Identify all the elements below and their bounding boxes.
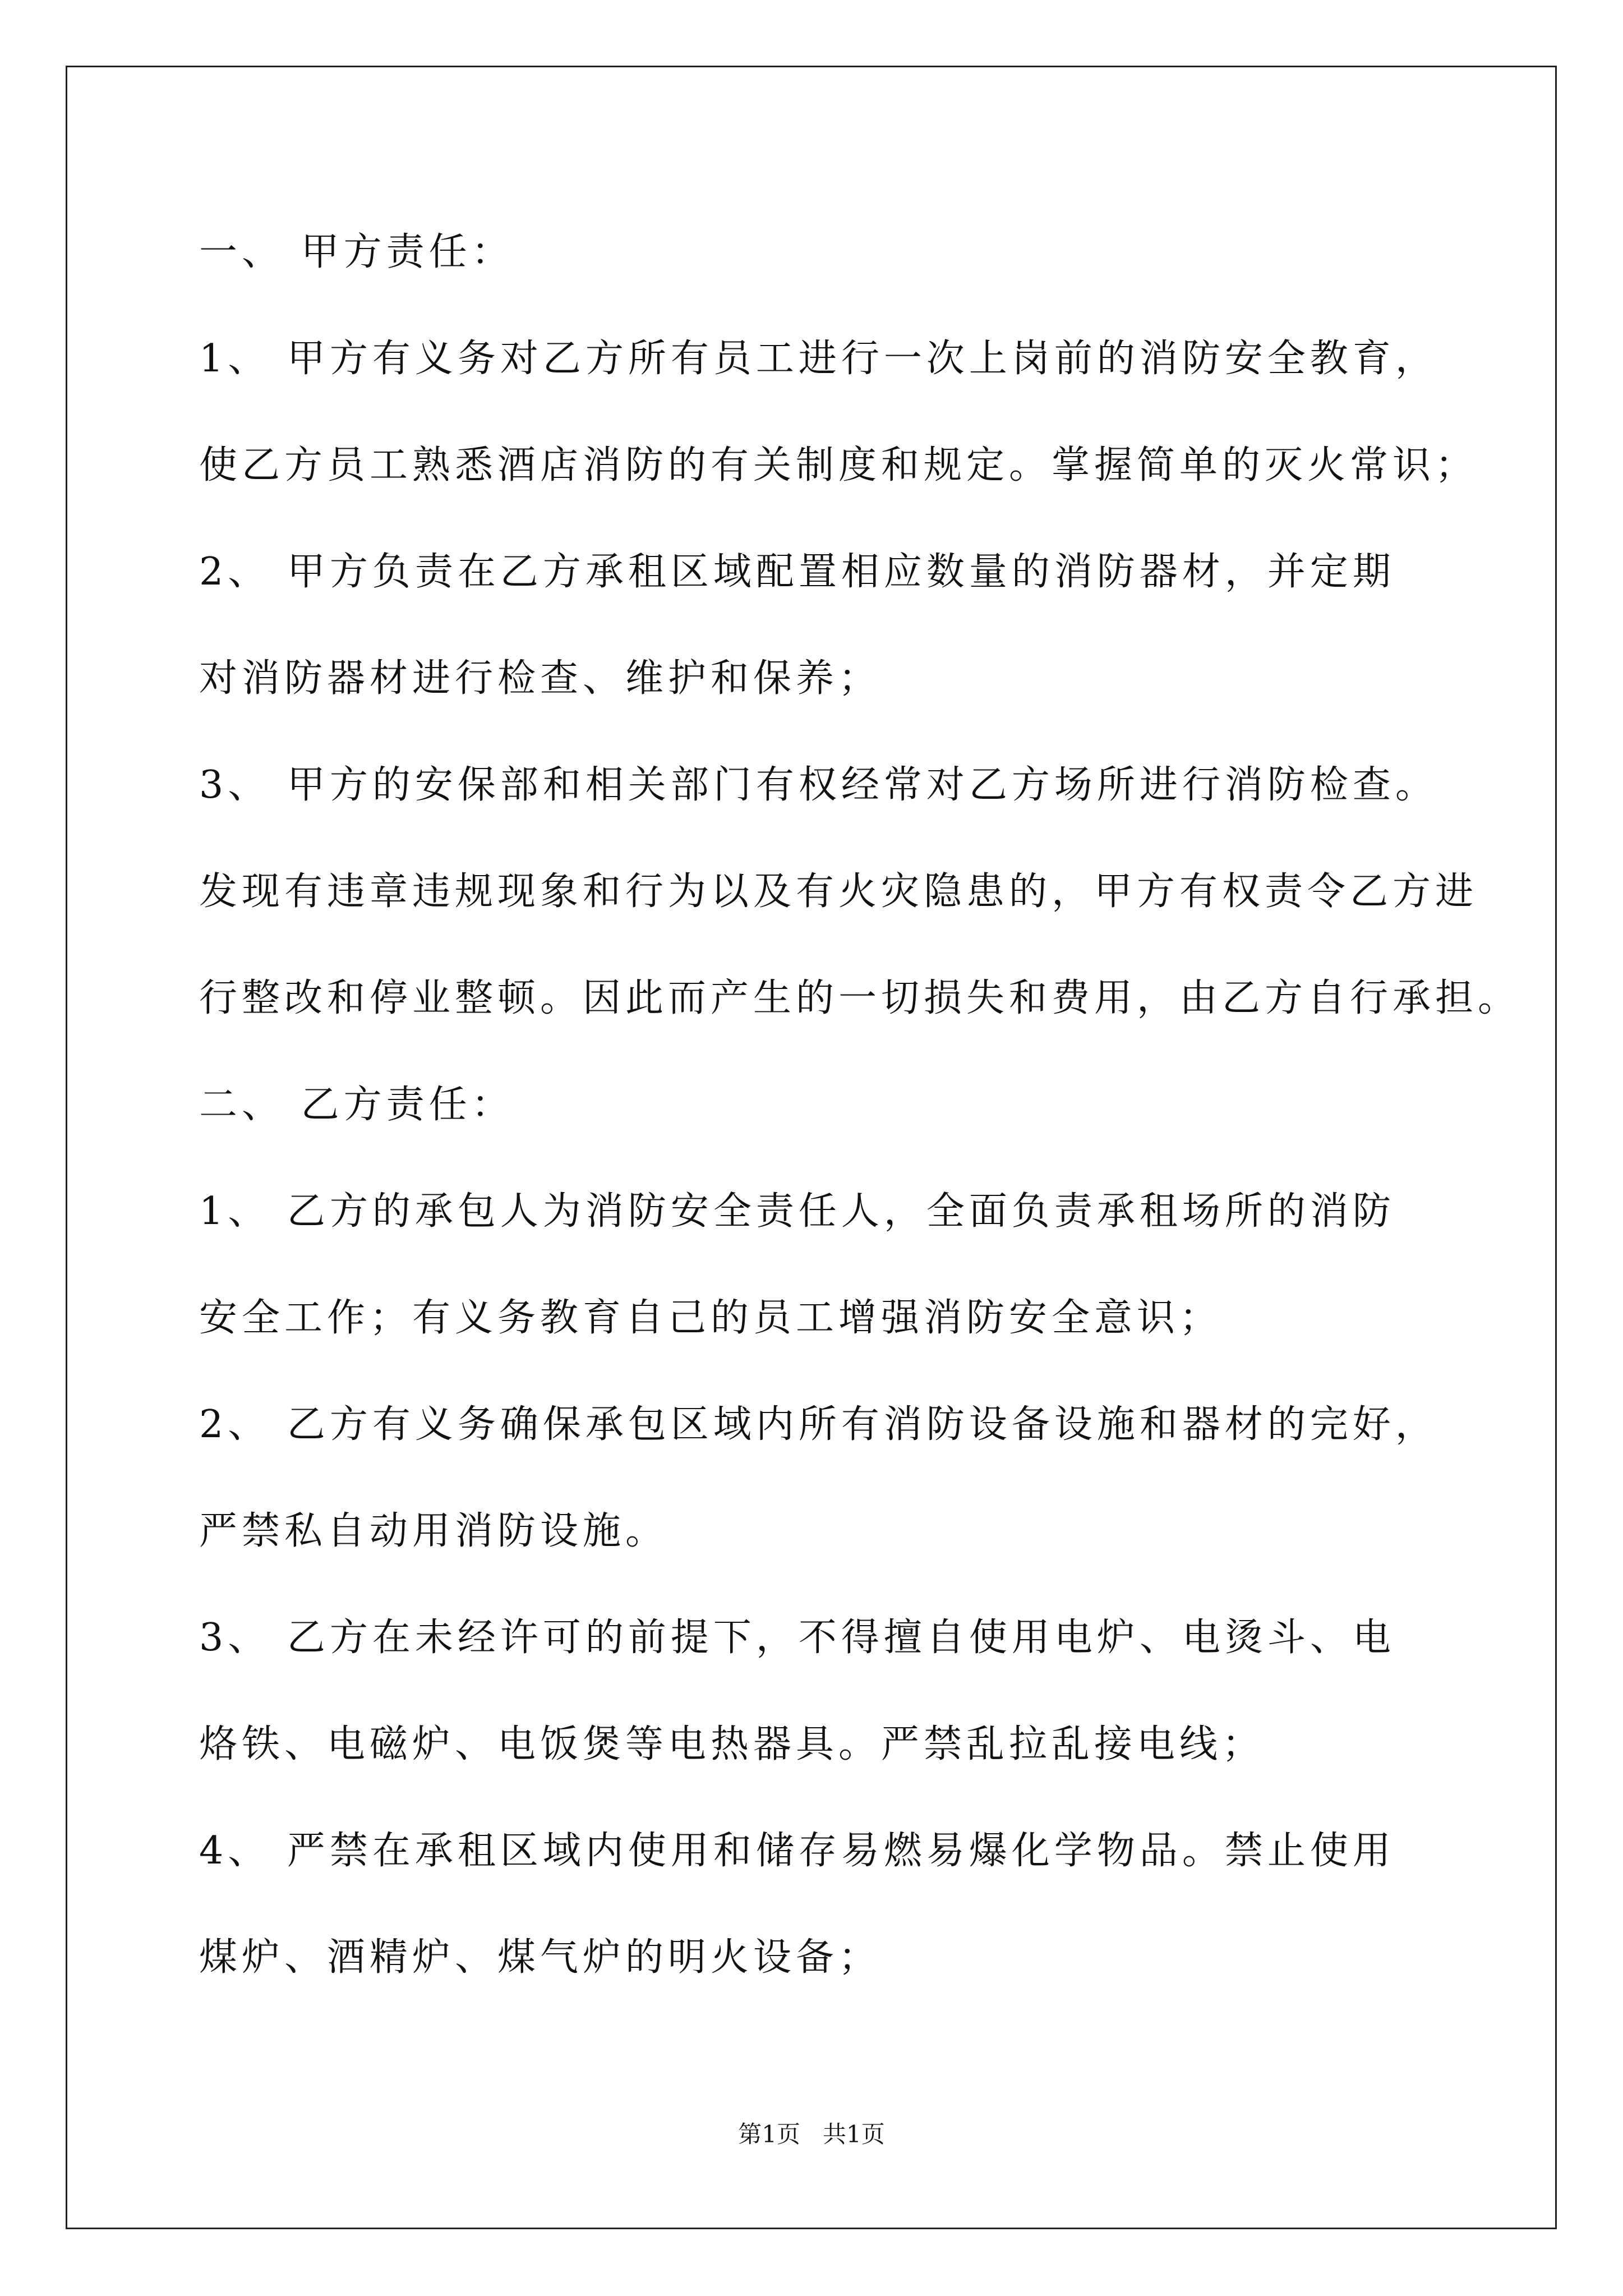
text-line: 2、 乙方有义务确保承包区域内所有消防设备设施和器材的完好， xyxy=(199,1402,1438,1447)
section-heading-party-b: 二、 乙方责任： xyxy=(199,1083,514,1127)
text-line: 1、 甲方有义务对乙方所有员工进行一次上岗前的消防安全教育， xyxy=(199,337,1438,381)
page-number-footer: 第1页 共1页 xyxy=(738,2120,885,2148)
text-line: 1、 乙方的承包人为消防安全责任人，全面负责承租场所的消防 xyxy=(199,1189,1395,1234)
text-line: 煤炉、酒精炉、煤气炉的明火设备； xyxy=(199,1935,882,1980)
text-line: 发现有违章违规现象和行为以及有火灾隐患的，甲方有权责令乙方进 xyxy=(199,869,1478,914)
text-line: 3、 乙方在未经许可的前提下，不得擅自使用电炉、电烫斗、电 xyxy=(199,1616,1395,1660)
text-line: 4、 严禁在承租区域内使用和储存易燃易爆化学物品。禁止使用 xyxy=(199,1829,1395,1873)
section-heading-party-a: 一、 甲方责任： xyxy=(199,230,514,274)
text-line: 安全工作；有义务教育自己的员工增强消防安全意识； xyxy=(199,1296,1223,1340)
text-line: 对消防器材进行检查、维护和保养； xyxy=(199,656,882,701)
text-line: 行整改和停业整顿。因此而产生的一切损失和费用，由乙方自行承担。 xyxy=(199,976,1521,1020)
text-line: 3、 甲方的安保部和相关部门有权经常对乙方场所进行消防检查。 xyxy=(199,763,1438,807)
text-line: 严禁私自动用消防设施。 xyxy=(199,1509,668,1553)
text-line: 烙铁、电磁炉、电饭煲等电热器具。严禁乱拉乱接电线； xyxy=(199,1722,1265,1766)
text-line: 使乙方员工熟悉酒店消防的有关制度和规定。掌握简单的灭火常识； xyxy=(199,443,1478,487)
page-border xyxy=(66,66,1557,2229)
text-line: 2、 甲方负责在乙方承租区域配置相应数量的消防器材，并定期 xyxy=(199,550,1395,594)
